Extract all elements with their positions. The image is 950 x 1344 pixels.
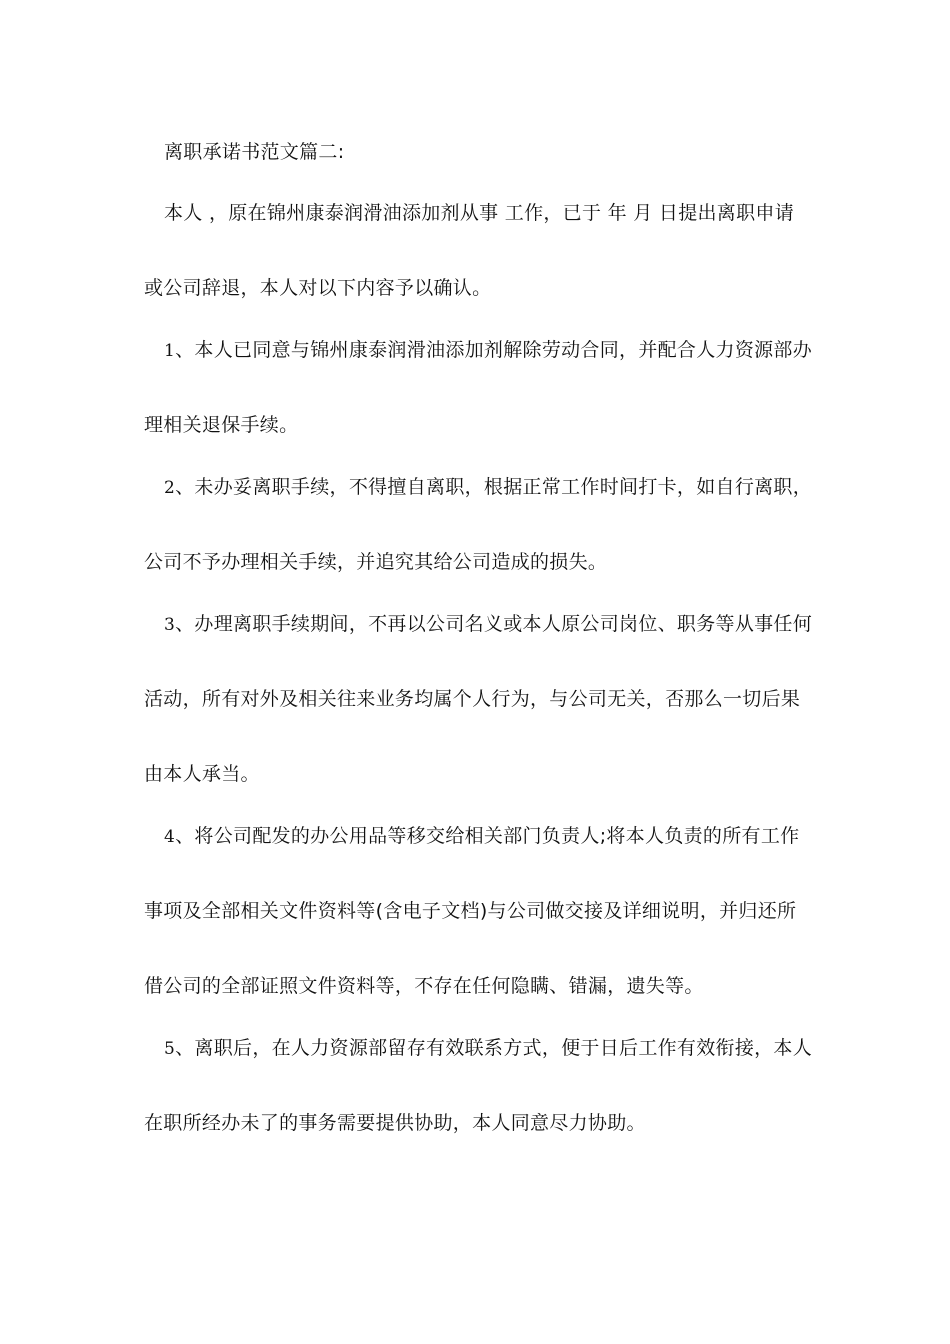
item-4-first-line xyxy=(164,824,799,849)
item-3-continuation-1: 活动，所有对外及相关往来业务均属个人行为，与公司无关，否那么一切后果 xyxy=(144,688,801,710)
item-3-continuation-2: 由本人承当。 xyxy=(144,763,260,785)
item-5-first-line xyxy=(164,1036,812,1061)
item-2-continuation-1: 公司不予办理相关手续，并追究其给公司造成的损失。 xyxy=(144,551,608,573)
item-4-text: 、将公司配发的办公用品等移交给相关部门负责人;将本人负责的所有工作 xyxy=(175,825,800,847)
item-3-number: 3 xyxy=(164,615,176,635)
item-4-number: 4 xyxy=(164,827,176,847)
item-1-text: 、本人已同意与锦州康泰润滑油添加剂解除劳动合同，并配合人力资源部办 xyxy=(175,339,813,361)
item-1-continuation-1: 理相关退保手续。 xyxy=(144,414,299,436)
item-5-text: 、离职后，在人力资源部留存有效联系方式，便于日后工作有效衔接，本人 xyxy=(175,1037,813,1059)
item-2-first-line xyxy=(164,475,812,500)
item-3-first-line xyxy=(164,612,812,637)
item-1-number: 1 xyxy=(164,341,176,361)
item-2-text: 、未办妥离职手续，不得擅自离职，根据正常工作时间打卡，如自行离职， xyxy=(175,476,813,498)
item-5-continuation-1: 在职所经办未了的事务需要提供协助，本人同意尽力协助。 xyxy=(144,1112,646,1134)
item-4-continuation-1: 事项及全部相关文件资料等(含电子文档)与公司做交接及详细说明，并归还所 xyxy=(144,900,797,922)
item-4-continuation-2: 借公司的全部证照文件资料等，不存在任何隐瞒、错漏，遗失等。 xyxy=(144,975,704,997)
item-5-number: 5 xyxy=(164,1039,176,1059)
intro-line-1: 本人 ，原在锦州康泰润滑油添加剂从事 工作，已于 年 月 日提出离职申请 xyxy=(164,202,794,224)
item-2-number: 2 xyxy=(164,478,176,498)
item-3-text: 、办理离职手续期间，不再以公司名义或本人原公司岗位、职务等从事任何 xyxy=(175,613,813,635)
document-heading: 离职承诺书范文篇二: xyxy=(164,141,345,163)
intro-line-2: 或公司辞退，本人对以下内容予以确认。 xyxy=(144,277,492,299)
item-1-first-line xyxy=(164,338,812,363)
